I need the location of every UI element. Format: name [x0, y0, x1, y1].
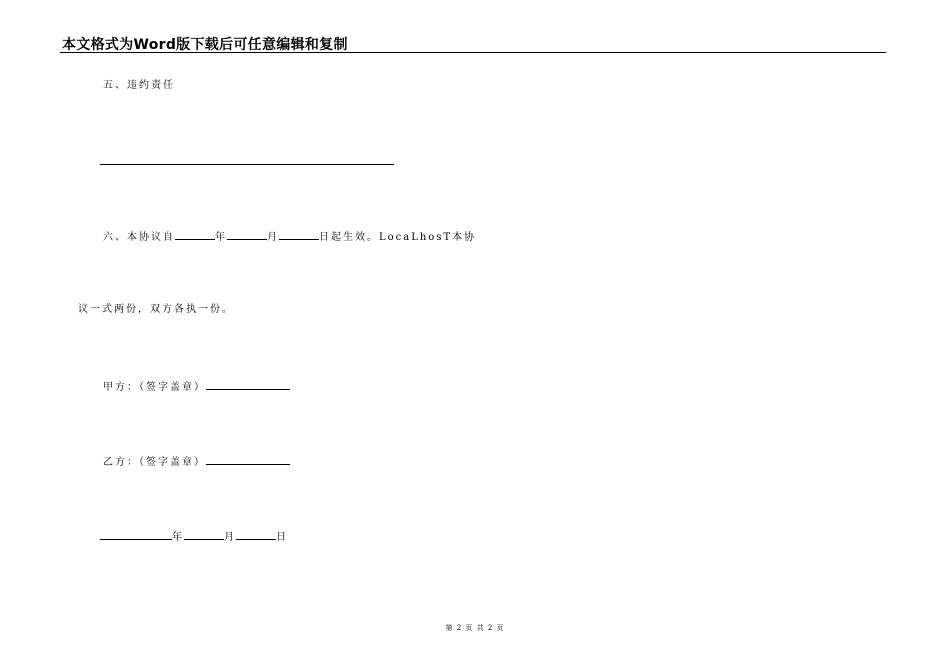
party-a-line: [103, 380, 290, 394]
year-label: 年: [215, 232, 227, 243]
signing-day-label: 日: [276, 532, 288, 543]
signing-month-label: 月: [224, 532, 236, 543]
document-banner: 本文格式为Word版下载后可任意编辑和复制: [62, 37, 348, 53]
signing-date-line: [100, 530, 288, 544]
section-6-line: [103, 230, 476, 244]
section-6-continuation: 议一式两份，双方各执一份。: [78, 304, 234, 315]
party-a-signature-blank: [206, 380, 290, 390]
party-b-signature-blank: [206, 455, 290, 465]
signing-day-blank: [236, 530, 276, 540]
signing-month-blank: [184, 530, 224, 540]
party-a-label: 甲方：（签字盖章）: [103, 382, 206, 393]
section-6-prefix: 六、本协议自: [103, 232, 175, 243]
month-label: 月: [267, 232, 279, 243]
party-b-line: [103, 455, 290, 469]
signing-year-label: 年: [172, 532, 184, 543]
section-5-heading: 五、违约责任: [103, 80, 175, 91]
signing-year-blank: [100, 530, 172, 540]
year-blank: [175, 230, 215, 240]
month-blank: [227, 230, 267, 240]
page-number: 第 2 页 共 2 页: [445, 624, 505, 632]
party-b-label: 乙方：（签字盖章）: [103, 457, 206, 468]
day-blank: [279, 230, 319, 240]
liability-blank-line: [100, 164, 394, 165]
header-divider: [60, 52, 886, 53]
effective-text: 日起生效。LocaLhosT本协: [319, 232, 477, 243]
